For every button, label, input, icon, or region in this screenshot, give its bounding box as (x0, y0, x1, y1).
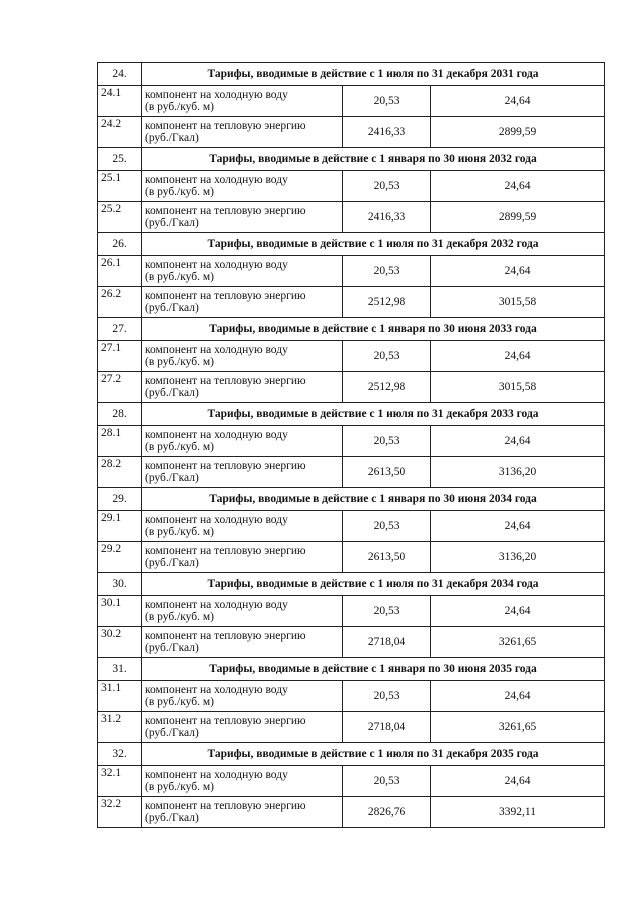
item-number: 24.1 (98, 86, 142, 117)
item-unit-line: (в руб./куб. м) (145, 781, 214, 793)
item-number: 30.2 (98, 627, 142, 658)
value-without-vat: 2512,98 (343, 372, 431, 403)
table-row (98, 287, 605, 318)
item-description-line: компонент на тепловую энергию (145, 374, 306, 387)
item-unit-line: (руб./Гкал) (145, 812, 199, 824)
item-unit-line: (руб./Гкал) (145, 557, 199, 569)
item-number: 31.1 (98, 681, 142, 712)
item-description-line: компонент на холодную воду (145, 428, 288, 441)
item-description-line: компонент на холодную воду (145, 88, 288, 101)
section-title: Тарифы, вводимые в действие с 1 января по 30 июня 2033 года (142, 318, 605, 341)
item-number: 29.2 (98, 542, 142, 573)
table-row (98, 797, 605, 828)
table-row (98, 202, 605, 233)
item-unit-line: (в руб./куб. м) (145, 186, 214, 198)
value-without-vat: 20,53 (343, 681, 431, 712)
item-number: 30.1 (98, 596, 142, 627)
section-number: 32. (98, 743, 142, 766)
item-number: 32.1 (98, 766, 142, 797)
item-number: 26.2 (98, 287, 142, 318)
value-with-vat: 3392,11 (431, 797, 605, 828)
section-number: 24. (98, 63, 142, 86)
item-unit-line: (в руб./куб. м) (145, 101, 214, 113)
section-header-row (98, 573, 605, 596)
value-without-vat: 20,53 (343, 171, 431, 202)
item-number: 31.2 (98, 712, 142, 743)
table-row (98, 681, 605, 712)
item-description-line: компонент на холодную воду (145, 173, 288, 186)
item-number: 27.1 (98, 341, 142, 372)
item-description (142, 287, 343, 318)
value-with-vat: 3136,20 (431, 457, 605, 488)
value-with-vat: 24,64 (431, 171, 605, 202)
tariff-table (97, 62, 605, 828)
table-row (98, 542, 605, 573)
section-title: Тарифы, вводимые в действие с 1 января по 30 июня 2035 года (142, 658, 605, 681)
section-title: Тарифы, вводимые в действие с 1 июля по 31 декабря 2031 года (142, 63, 605, 86)
item-description (142, 117, 343, 148)
section-title: Тарифы, вводимые в действие с 1 июля по 31 декабря 2033 года (142, 403, 605, 426)
section-header-row (98, 318, 605, 341)
item-description-line: компонент на тепловую энергию (145, 544, 306, 557)
item-description-line: компонент на холодную воду (145, 768, 288, 781)
item-number: 24.2 (98, 117, 142, 148)
value-without-vat: 20,53 (343, 341, 431, 372)
item-description (142, 627, 343, 658)
item-unit-line: (руб./Гкал) (145, 727, 199, 739)
item-description (142, 511, 343, 542)
item-description (142, 542, 343, 573)
section-number: 30. (98, 573, 142, 596)
item-number: 25.1 (98, 171, 142, 202)
section-title: Тарифы, вводимые в действие с 1 января по 30 июня 2032 года (142, 148, 605, 171)
value-with-vat: 3136,20 (431, 542, 605, 573)
item-number: 27.2 (98, 372, 142, 403)
item-description (142, 341, 343, 372)
item-unit-line: (руб./Гкал) (145, 472, 199, 484)
section-number: 28. (98, 403, 142, 426)
value-with-vat: 24,64 (431, 511, 605, 542)
item-description (142, 202, 343, 233)
value-without-vat: 20,53 (343, 511, 431, 542)
section-title: Тарифы, вводимые в действие с 1 января по 30 июня 2034 года (142, 488, 605, 511)
section-header-row (98, 403, 605, 426)
item-description-line: компонент на тепловую энергию (145, 119, 306, 132)
table-row (98, 457, 605, 488)
item-description-line: компонент на холодную воду (145, 683, 288, 696)
section-header-row (98, 658, 605, 681)
item-unit-line: (руб./Гкал) (145, 387, 199, 399)
item-unit-line: (в руб./куб. м) (145, 526, 214, 538)
item-unit-line: (в руб./куб. м) (145, 441, 214, 453)
table-row (98, 341, 605, 372)
item-description (142, 681, 343, 712)
value-with-vat: 24,64 (431, 341, 605, 372)
item-unit-line: (руб./Гкал) (145, 642, 199, 654)
item-description-line: компонент на холодную воду (145, 513, 288, 526)
item-description (142, 256, 343, 287)
item-description-line: компонент на тепловую энергию (145, 204, 306, 217)
item-number: 25.2 (98, 202, 142, 233)
item-description-line: компонент на тепловую энергию (145, 799, 306, 812)
item-number: 26.1 (98, 256, 142, 287)
value-without-vat: 2613,50 (343, 457, 431, 488)
table-row (98, 627, 605, 658)
item-number: 28.1 (98, 426, 142, 457)
table-row (98, 86, 605, 117)
item-description (142, 86, 343, 117)
table-row (98, 117, 605, 148)
value-with-vat: 24,64 (431, 596, 605, 627)
item-unit-line: (руб./Гкал) (145, 132, 199, 144)
value-without-vat: 2826,76 (343, 797, 431, 828)
item-unit-line: (руб./Гкал) (145, 302, 199, 314)
table-row (98, 256, 605, 287)
item-number: 32.2 (98, 797, 142, 828)
value-without-vat: 20,53 (343, 596, 431, 627)
section-number: 31. (98, 658, 142, 681)
item-unit-line: (в руб./куб. м) (145, 271, 214, 283)
value-without-vat: 2416,33 (343, 117, 431, 148)
value-with-vat: 3015,58 (431, 287, 605, 318)
item-description (142, 372, 343, 403)
item-description (142, 596, 343, 627)
value-with-vat: 24,64 (431, 766, 605, 797)
value-without-vat: 2613,50 (343, 542, 431, 573)
value-with-vat: 2899,59 (431, 117, 605, 148)
section-number: 25. (98, 148, 142, 171)
section-number: 27. (98, 318, 142, 341)
table-row (98, 171, 605, 202)
section-title: Тарифы, вводимые в действие с 1 июля по 31 декабря 2034 года (142, 573, 605, 596)
value-with-vat: 3261,65 (431, 627, 605, 658)
value-with-vat: 3261,65 (431, 712, 605, 743)
section-header-row (98, 148, 605, 171)
item-description-line: компонент на холодную воду (145, 343, 288, 356)
item-description (142, 457, 343, 488)
value-without-vat: 20,53 (343, 256, 431, 287)
item-description (142, 712, 343, 743)
table-row (98, 766, 605, 797)
value-without-vat: 20,53 (343, 766, 431, 797)
item-description-line: компонент на холодную воду (145, 258, 288, 271)
value-with-vat: 3015,58 (431, 372, 605, 403)
value-without-vat: 2718,04 (343, 627, 431, 658)
item-description (142, 426, 343, 457)
item-description-line: компонент на тепловую энергию (145, 289, 306, 302)
value-without-vat: 20,53 (343, 426, 431, 457)
table-row (98, 372, 605, 403)
value-with-vat: 24,64 (431, 86, 605, 117)
value-without-vat: 2512,98 (343, 287, 431, 318)
value-with-vat: 24,64 (431, 681, 605, 712)
value-with-vat: 24,64 (431, 426, 605, 457)
section-header-row (98, 488, 605, 511)
value-with-vat: 2899,59 (431, 202, 605, 233)
table-row (98, 426, 605, 457)
value-with-vat: 24,64 (431, 256, 605, 287)
tariff-table-body (98, 63, 605, 828)
section-title: Тарифы, вводимые в действие с 1 июля по 31 декабря 2032 года (142, 233, 605, 256)
section-number: 29. (98, 488, 142, 511)
item-description-line: компонент на тепловую энергию (145, 629, 306, 642)
item-unit-line: (в руб./куб. м) (145, 356, 214, 368)
table-row (98, 596, 605, 627)
section-header-row (98, 233, 605, 256)
item-description-line: компонент на холодную воду (145, 598, 288, 611)
item-description (142, 797, 343, 828)
item-description-line: компонент на тепловую энергию (145, 714, 306, 727)
section-title: Тарифы, вводимые в действие с 1 июля по 31 декабря 2035 года (142, 743, 605, 766)
item-number: 29.1 (98, 511, 142, 542)
section-header-row (98, 743, 605, 766)
item-description (142, 766, 343, 797)
item-description (142, 171, 343, 202)
item-unit-line: (в руб./куб. м) (145, 611, 214, 623)
value-without-vat: 2416,33 (343, 202, 431, 233)
section-header-row (98, 63, 605, 86)
table-row (98, 712, 605, 743)
item-unit-line: (в руб./куб. м) (145, 696, 214, 708)
item-number: 28.2 (98, 457, 142, 488)
value-without-vat: 2718,04 (343, 712, 431, 743)
item-description-line: компонент на тепловую энергию (145, 459, 306, 472)
table-row (98, 511, 605, 542)
item-unit-line: (руб./Гкал) (145, 217, 199, 229)
value-without-vat: 20,53 (343, 86, 431, 117)
section-number: 26. (98, 233, 142, 256)
